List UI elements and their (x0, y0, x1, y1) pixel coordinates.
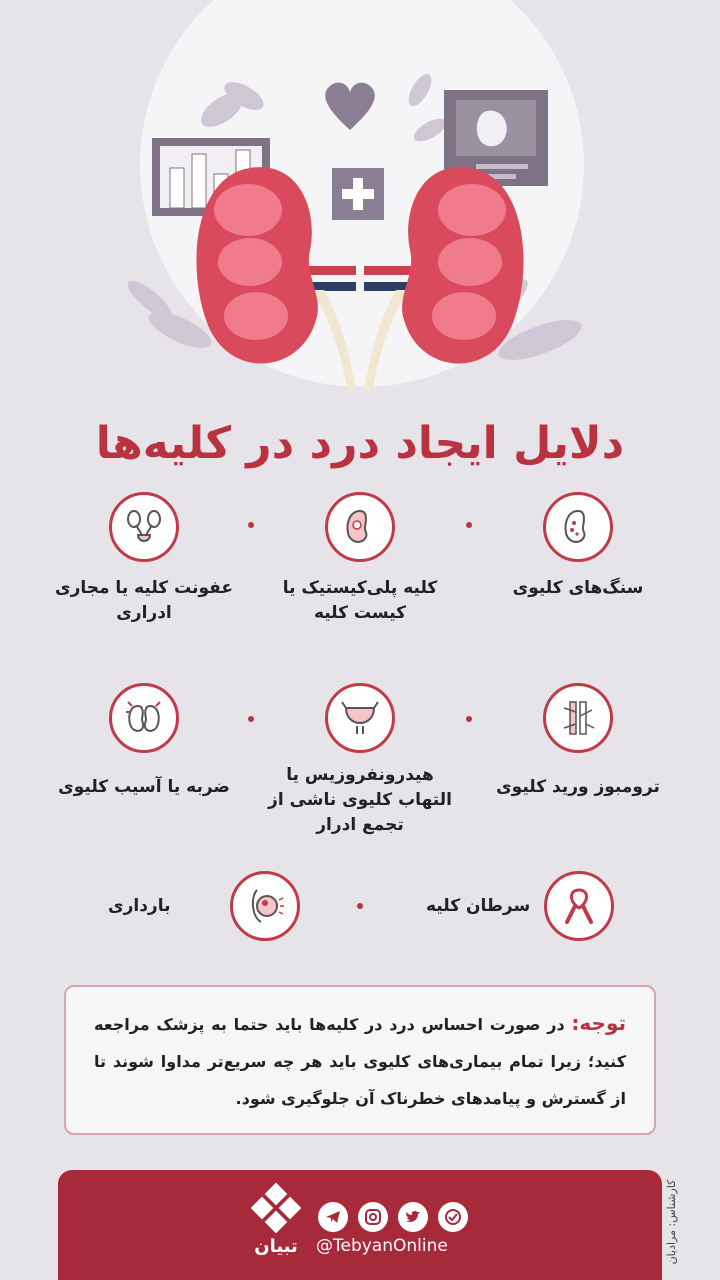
cause-pregnancy (108, 871, 300, 941)
warning-note (64, 985, 656, 1135)
polycystic-kidney-icon (325, 492, 395, 562)
cause-thrombosis (478, 683, 678, 800)
separator-dot (466, 716, 472, 722)
cause-infection (44, 492, 244, 626)
pregnancy-icon (230, 871, 300, 941)
telegram-icon[interactable] (318, 1202, 348, 1232)
cause-label: هیدرونفروزیس یا التهاب کلیوی ناشی از تجمع ادرار (268, 765, 452, 835)
check-icon[interactable] (438, 1202, 468, 1232)
kidney-stones-icon (543, 492, 613, 562)
note-text: در صورت احساس درد در کلیه‌ها باید حتما به پزشک مراجعه کنید؛ زیرا تمام بیماری‌های کلیوی باید هر چه سریع‌تر مداوا شوند تا از گسترش و پیامدهای خطرناک آن جلوگیری شود. (94, 1015, 626, 1108)
cause-label: سرطان کلیه (426, 895, 531, 916)
cause-label: سنگ‌های کلیوی (512, 578, 644, 598)
cause-label: بارداری (108, 895, 171, 916)
bladder-icon (325, 683, 395, 753)
cause-polycystic (260, 492, 460, 626)
urinary-tract-icon (109, 492, 179, 562)
cause-label: کلیه پلی‌کیستیک یا کیست کلیه (282, 578, 438, 623)
brand-name: تبیان (254, 1236, 298, 1257)
instagram-icon[interactable] (358, 1202, 388, 1232)
twitter-icon[interactable] (398, 1202, 428, 1232)
kidney-hero-illustration (0, 0, 720, 400)
separator-dot (466, 522, 472, 528)
footer-bar (58, 1170, 662, 1280)
cause-hydronephrosis (260, 683, 460, 838)
cause-injury (44, 683, 244, 800)
credit-vertical (664, 1168, 686, 1276)
renal-vein-icon (543, 683, 613, 753)
page-title: دلایل ایجاد درد در کلیه‌ها (95, 418, 625, 469)
separator-dot (248, 716, 254, 722)
cancer-ribbon-icon (544, 871, 614, 941)
separator-dot (248, 522, 254, 528)
cause-label: ضربه یا آسیب کلیوی (58, 777, 230, 797)
cause-label: ترومبوز ورید کلیوی (496, 777, 660, 797)
cause-label: عفونت کلیه یا مجاری ادراری (54, 578, 233, 623)
credit-text: کارشناس: مرادیان (665, 1179, 678, 1265)
social-handle[interactable]: @TebyanOnline (316, 1236, 448, 1256)
injured-kidney-icon (109, 683, 179, 753)
cause-cancer (426, 871, 614, 941)
separator-dot (357, 903, 363, 909)
note-lead: توجه: (571, 1011, 626, 1035)
cause-kidney-stones (478, 492, 678, 601)
